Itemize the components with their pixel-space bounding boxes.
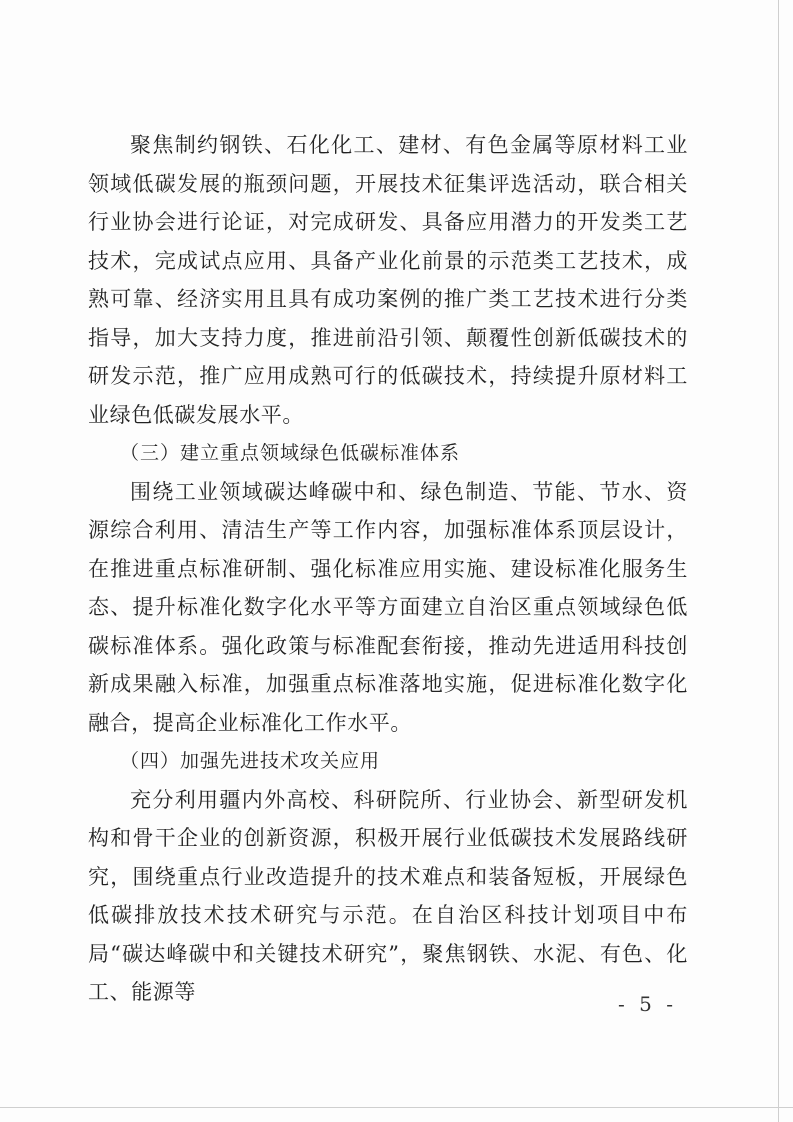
page-number: - 5 -: [618, 992, 677, 1016]
scan-edge-bottom: [0, 1107, 793, 1108]
section-heading-4: （四）加强先进技术攻关应用: [120, 750, 381, 772]
paragraph-standards: 围绕工业领域碳达峰碳中和、绿色制造、节能、节水、资源综合利用、清洁生产等工作内容，加强标准体系顶层设计，在推进重点标准研制、强化标准应用实施、建设标准化服务生态、提升标准化数字化水平等方面建立自治区重点领域绿色低碳标准体系。强化政策与标准配套衔接，推动先进适用科技创新成果融入标准，加强重点标准落地实施，促进标准化数字化融合，提高企业标准化工作水平。: [88, 479, 688, 735]
paragraph-technology: 充分利用疆内外高校、科研院所、行业协会、新型研发机构和骨干企业的创新资源，积极开展行业低碳技术发展路线研究，围绕重点行业改造提升的技术难点和装备短板，开展绿色低碳排放技术技术研究与示范。在自治区科技计划项目中布局“碳达峰碳中和关键技术研究”，聚焦钢铁、水泥、有色、化工、能源等: [88, 787, 688, 1004]
section-heading-3: （三）建立重点领域绿色低碳标准体系: [120, 442, 461, 464]
document-body: [88, 126, 688, 1012]
scan-edge-right: [778, 0, 779, 1122]
paragraph-raw-materials: 聚焦制约钢铁、石化化工、建材、有色金属等原材料工业领域低碳发展的瓶颈问题，开展技术征集评选活动，联合相关行业协会进行论证，对完成研发、具备应用潜力的开发类工艺技术，完成试点应用、具备产业化前景的示范类工艺技术，成熟可靠、经济实用且具有成功案例的推广类工艺技术进行分类指导，加大支持力度，推进前沿引领、颠覆性创新低碳技术的研发示范，推广应用成熟可行的低碳技术，持续提升原材料工业绿色低碳发展水平。: [88, 133, 688, 427]
